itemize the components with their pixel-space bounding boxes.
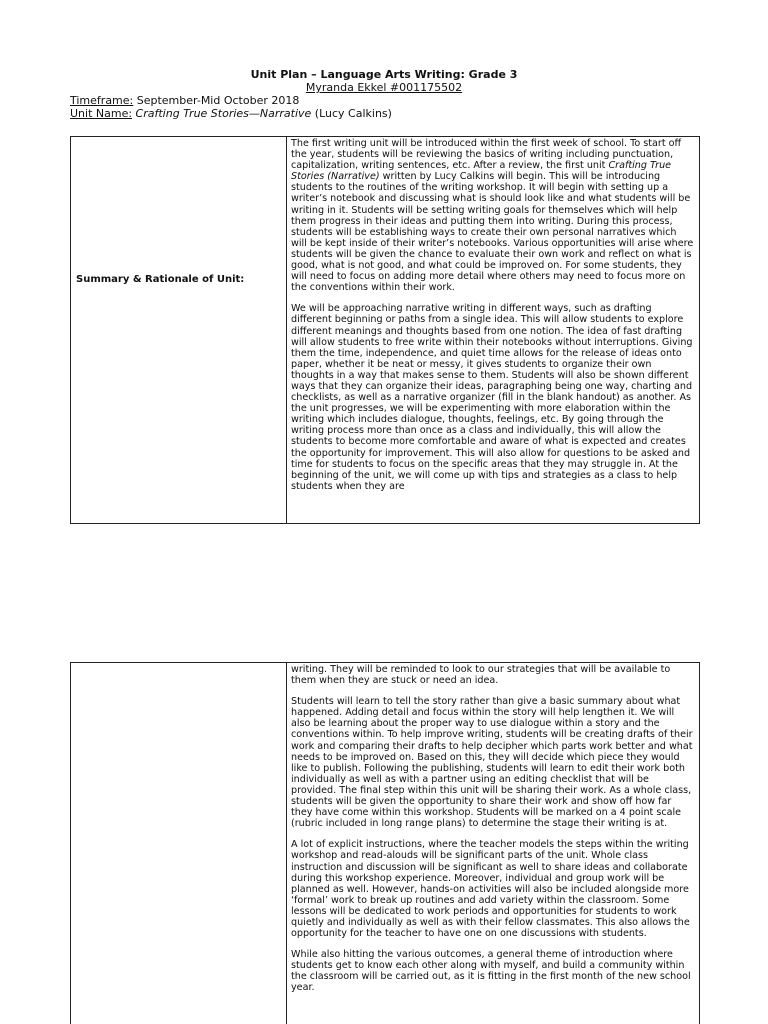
document-title: Unit Plan – Language Arts Writing: Grade 3 (250, 68, 518, 81)
summary-label-cell (71, 137, 287, 523)
page-2 (0, 660, 768, 1024)
summary-label: Summary & Rationale of Unit: (76, 274, 245, 285)
continued-paragraph-0: writing. They will be reminded to look to our strategies that will be available to them when they are stuck or need an idea. (291, 664, 671, 687)
summary-paragraph-2: We will be approaching narrative writing in different ways, such as drafting different beginning or paths from a single idea. This will allow students to explore different meanings and thoughts based from one notion. The idea of fast drafting will allow students to free write within their notebooks without interruptions. Giving them the time, independence, and quiet time allows for the release of ideas onto paper, whether it be neat or messy, it gives students to organize their own thoughts in a way that makes sense to them. Students will also be shown different ways that they can organize their ideas, paragraphing being one way, charting and checklists, as well as a narrative organizer (fill in the blank handout) as another. As the unit progresses, we will be experimenting with more elaboration within the writing which includes dialogue, thoughts, feelings, etc. By going through the writing process more than once as a class and individually, this will allow the students to become more comfortable and aware of what is expected and creates the opportunity for improvement. This will also allow for questions to be asked and time for students to focus on the specific areas that they may struggle in. At the beginning of the unit, we will come up with tips and strategies as a class to help students when they are (291, 303, 693, 492)
p1-part-b: written by Lucy Calkins will begin. This will be introducing students to the routines of the writing workshop. It will begin with setting up a writer’s notebook and discussing what is should look like and what students will be writing in it. Students will be setting writing goals for themselves which will help them progress in their ideas and putting them into writing. During this process, students will be establishing ways to create their own personal narratives which will be kept inside of their writer’s notebooks. Various opportunities will arise where students will be given the chance to evaluate their own work and reflect on what is good, what is not good, and what could be improved on. For some students, they will need to focus on adding more detail where others may need to focus more on the conventions within their work. (291, 171, 694, 294)
unit-name-key: Unit Name: (70, 107, 133, 120)
summary-table-continued (70, 662, 700, 1024)
timeframe-line (70, 94, 698, 107)
summary-table (70, 136, 700, 524)
summary-content-cell (287, 137, 699, 523)
timeframe-key: Timeframe: (70, 94, 134, 107)
summary-paragraph-1 (291, 138, 695, 293)
author-line: Myranda Ekkel #001175502 (305, 81, 463, 94)
document-header (70, 68, 698, 120)
continued-paragraph-1: Students will learn to tell the story rather than give a basic summary about what happened. Adding detail and focus within the story will help lengthen it. We will also be learning about the proper way to use dialogue within a story and the conventions within. To help improve writing, students will be creating drafts of their work and comparing their drafts to help decipher which parts work better and what needs to be improved on. Based on this, they will decide which piece they would like to publish. Following the publishing, students will learn to edit their work both individually as well as with a partner using an editing checklist that will be provided. The final step within this unit will be sharing their work. As a whole class, students will be given the opportunity to share their work and show off how far they have come within this workshop. Students will be marked on a 4 point scale (rubric included in long range plans) to determine the stage their writing is at. (291, 696, 693, 830)
continued-label-cell (71, 663, 287, 1024)
unit-name-rest: (Lucy Calkins) (311, 107, 392, 120)
p1-book-title: Crafting True Stories (Narrative) (291, 160, 672, 183)
continued-paragraph-2: A lot of explicit instructions, where the teacher models the steps within the writing workshop and read-alouds will be significant parts of the unit. Whole class instruction and discussion will be significant as well to share ideas and collaborate during this workshop experience. Moreover, individual and group work will be planned as well. However, hands-on activities will also be included alongside more ‘formal’ work to break up routines and add variety within the classroom. Some lessons will be dedicated to work periods and opportunities for students to work quietly and individually as well as with their fellow classmates. This also allows the opportunity for the teacher to have one on one discussions with students. (291, 839, 690, 940)
page-gap (0, 560, 768, 660)
continued-paragraph-3: While also hitting the various outcomes, a general theme of introduction where students get to know each other along with myself, and build a community within the classroom will be carried out, as it is fitting in the first month of the new school year. (291, 949, 691, 994)
unit-name-italic: Crafting True Stories—Narrative (132, 107, 312, 120)
p1-part-a: The first writing unit will be introduced within the first week of school. To start off the year, students will be reviewing the basics of writing including punctuation, capitalization, writing sentences, etc. After a review, the first unit (291, 138, 682, 172)
continued-content-cell (287, 663, 699, 1024)
timeframe-value: September-Mid October 2018 (133, 94, 300, 107)
unit-name-line (70, 107, 698, 120)
